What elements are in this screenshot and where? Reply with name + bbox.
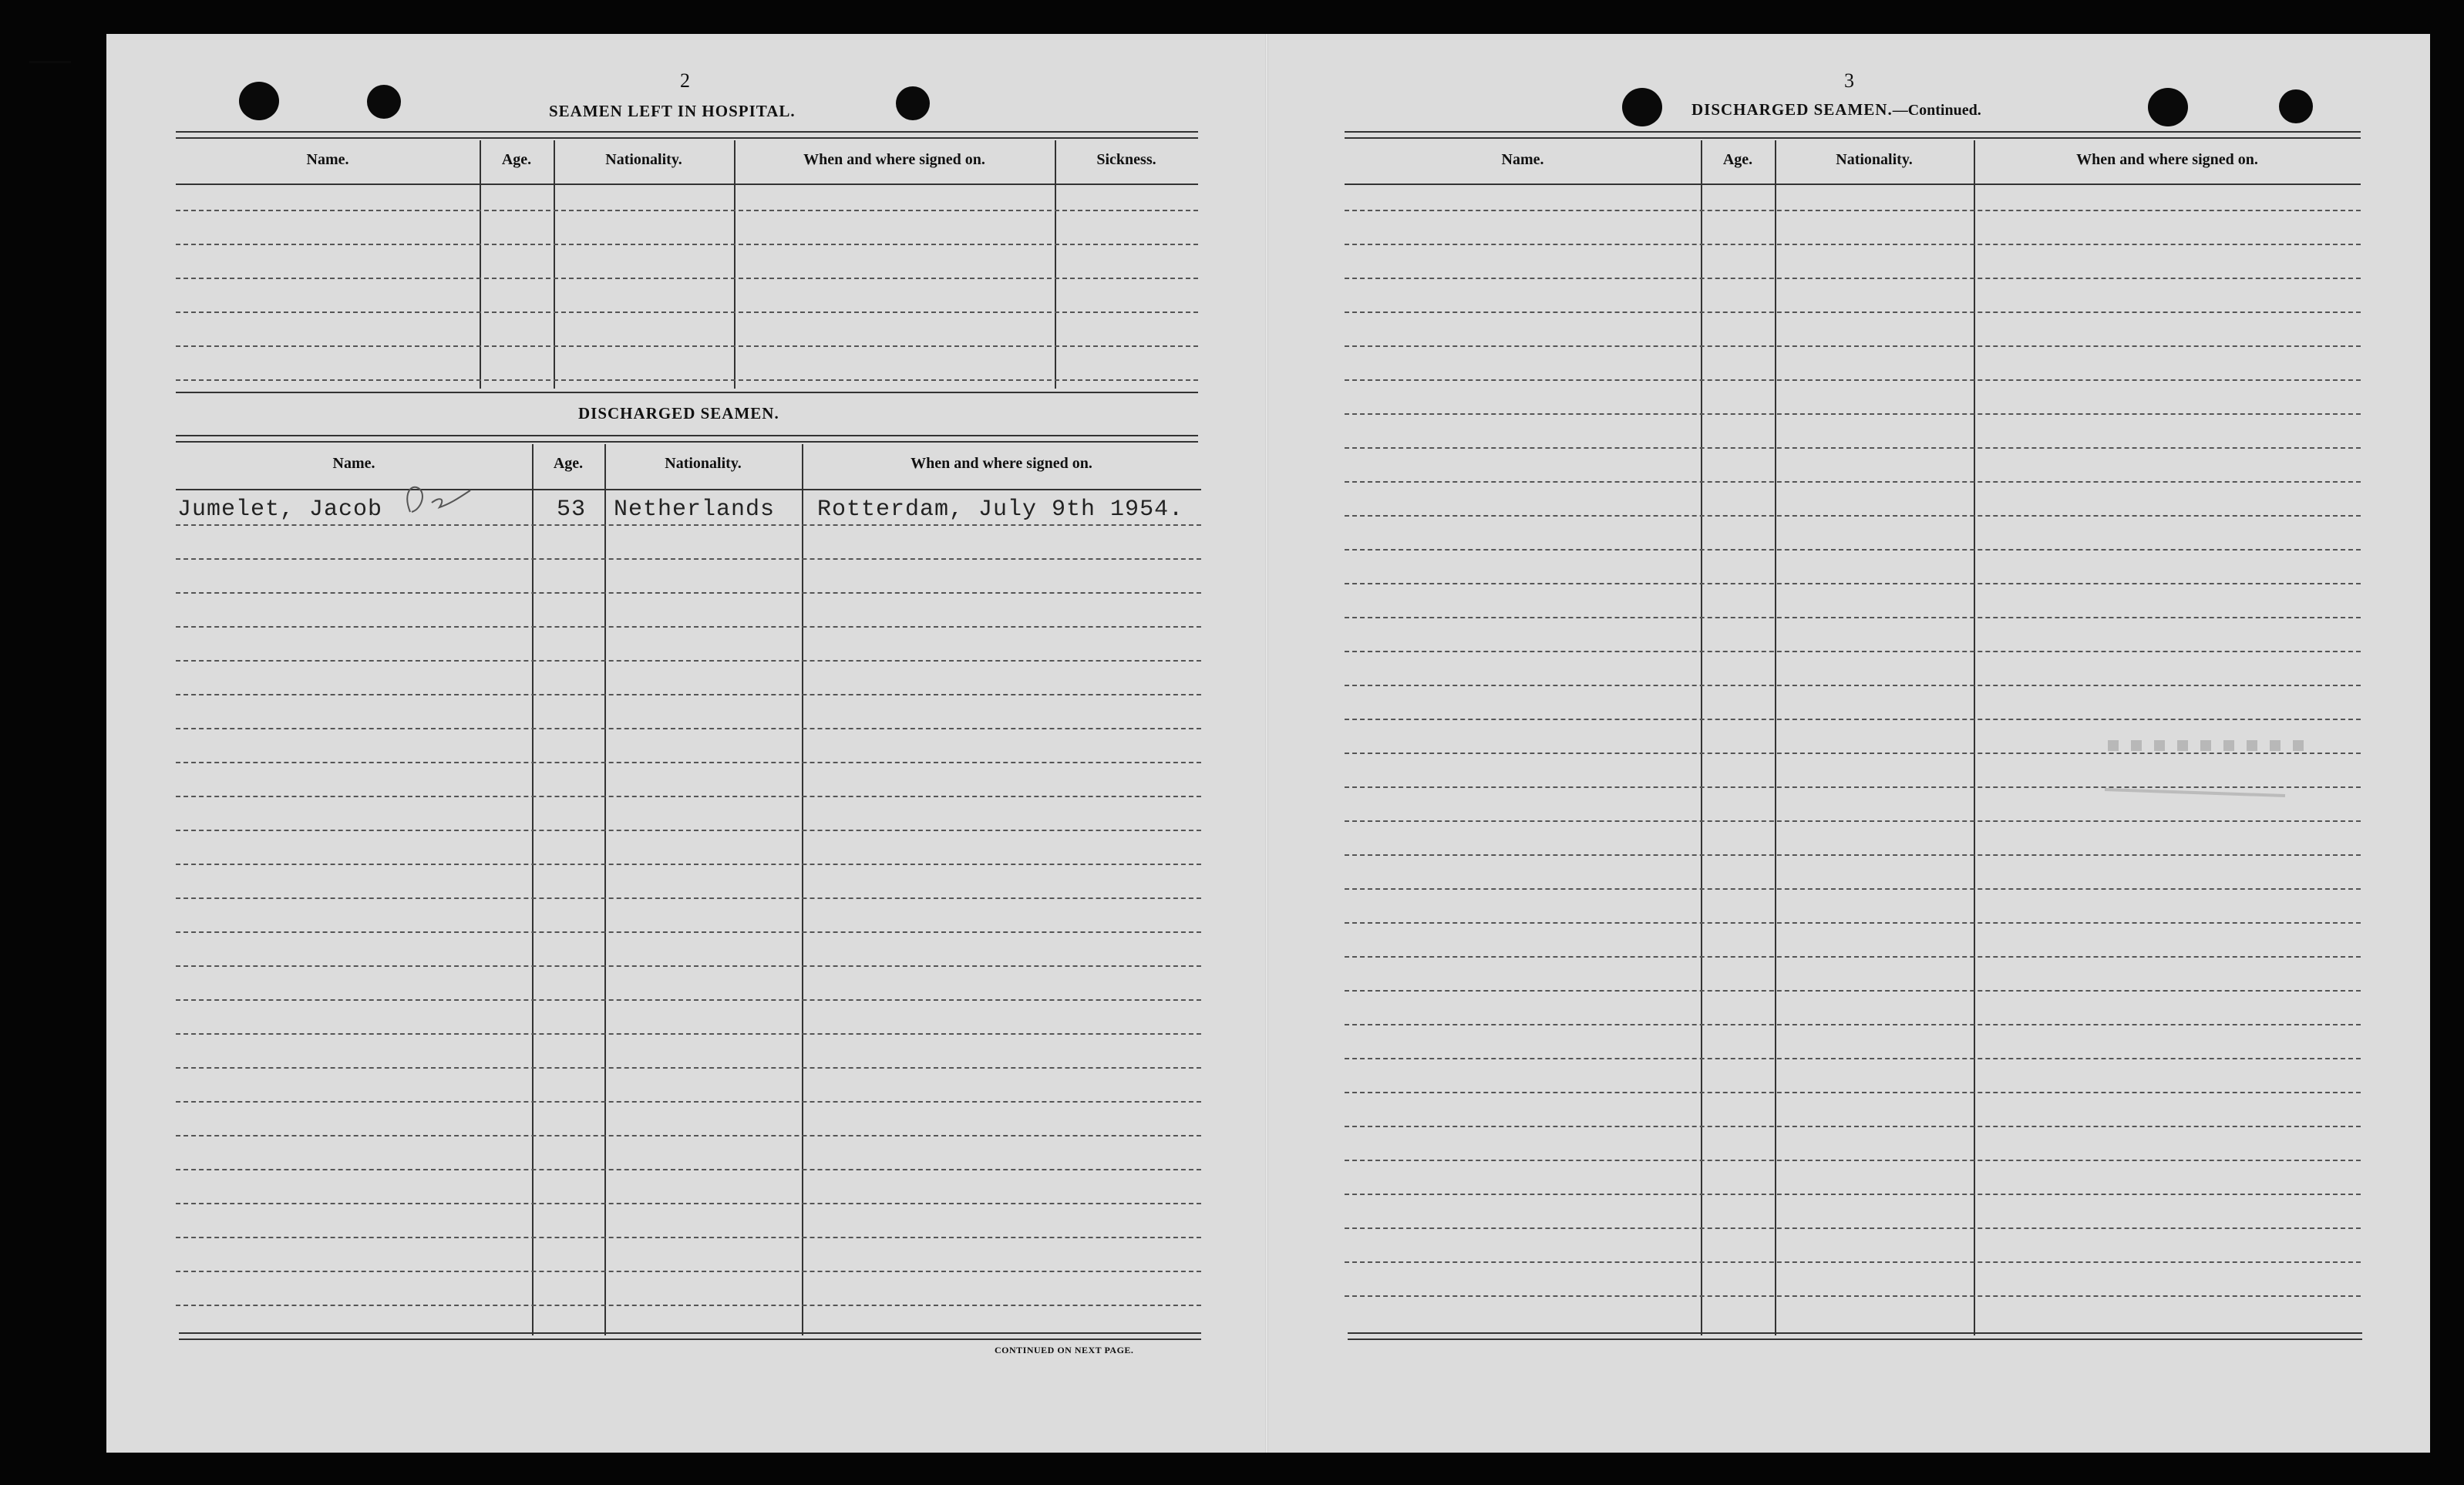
col-age: Age. <box>553 455 584 472</box>
col-name: Name. <box>332 455 375 472</box>
footer-rule <box>179 1332 1201 1340</box>
punch-hole <box>2279 89 2313 123</box>
col-signed-on: When and where signed on. <box>911 455 1092 472</box>
discharged-rule <box>176 435 1198 443</box>
table-row <box>176 311 1198 313</box>
continued-note: CONTINUED ON NEXT PAGE. <box>995 1345 1134 1355</box>
punch-hole <box>896 86 930 120</box>
seaman-name: Jumelet, Jacob <box>177 497 383 523</box>
table-row <box>176 379 1198 381</box>
header-rule <box>1345 131 2361 139</box>
table-row <box>176 244 1198 245</box>
seaman-age: 53 <box>557 497 587 523</box>
table-row <box>176 278 1198 279</box>
page-number-right: 3 <box>1844 69 1854 92</box>
col-age: Age. <box>501 151 532 168</box>
col-name: Name. <box>1501 151 1544 168</box>
col-nationality: Nationality. <box>1836 151 1913 168</box>
handwritten-initials <box>401 481 478 520</box>
discharged-section-title: DISCHARGED SEAMEN. <box>578 404 779 423</box>
punch-hole <box>239 82 279 120</box>
footer-rule <box>1348 1332 2362 1340</box>
col-signed-on: When and where signed on. <box>2076 151 2258 168</box>
page-number-left: 2 <box>680 69 690 92</box>
page-fold <box>1265 34 1268 1453</box>
punch-hole <box>367 85 401 119</box>
col-sickness: Sickness. <box>1096 151 1156 168</box>
table-row <box>176 345 1198 347</box>
col-nationality: Nationality. <box>665 455 742 472</box>
seaman-nationality: Netherlands <box>614 497 776 523</box>
col-nationality: Nationality. <box>605 151 682 168</box>
hospital-section-title: SEAMEN LEFT IN HOSPITAL. <box>549 102 796 120</box>
table-row <box>176 210 1198 211</box>
discharged-continued-title: DISCHARGED SEAMEN.—Continued. <box>1691 100 1981 119</box>
faded-stamp <box>2100 709 2316 810</box>
edge-mark <box>29 61 71 63</box>
discharged-table <box>176 444 1201 1335</box>
header-rule <box>176 131 1198 139</box>
col-age: Age. <box>1722 151 1753 168</box>
col-signed-on: When and where signed on. <box>803 151 985 168</box>
seaman-signed-on: Rotterdam, July 9th 1954. <box>817 497 1184 523</box>
punch-hole <box>2148 88 2188 126</box>
hospital-table <box>176 140 1198 389</box>
col-name: Name. <box>306 151 349 168</box>
punch-hole <box>1622 88 1662 126</box>
